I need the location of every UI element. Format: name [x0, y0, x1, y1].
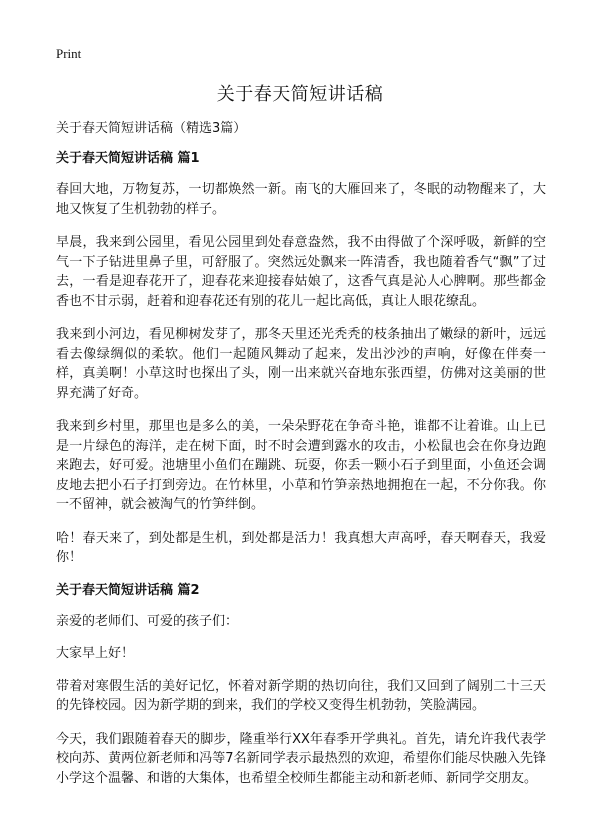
- paragraph: 亲爱的老师们、可爱的孩子们：: [56, 613, 239, 629]
- paragraph: 大家早上好！: [56, 646, 135, 661]
- article-body: [56, 120, 546, 802]
- article-subtitle: 关于春天简短讲话稿（精选3篇）: [56, 121, 247, 136]
- section-heading-2: 关于春天简短讲话稿 篇2: [56, 582, 200, 598]
- paragraph: 春回大地，万物复苏，一切都焕然一新。南飞的大雁回来了，冬眠的动物醒来了，大地又恢复了生机勃勃的样子。: [56, 182, 546, 217]
- print-link[interactable]: Print: [56, 46, 82, 61]
- paragraph: 今天，我们跟随着春天的脚步，隆重举行XX年春季开学典礼。首先，请允许我代表学校向苏、黄两位新老师和冯等7名新同学表示最热烈的欢迎，希望你们能尽快融入先锋小学这个温馨、和谐的大集体，也希望全校师生都能主动和新老师、新同学交朋友。: [56, 731, 546, 786]
- paragraph: 我来到乡村里，那里也是多么的美，一朵朵野花在争奇斗艳，谁都不让着谁。山上已是一片绿色的海洋，走在树下面，时不时会遭到露水的攻击，小松鼠也会在你身边跑来跑去，好可爱。池塘里小鱼们在蹦跳、玩耍，你丢一颗小石子到里面，小鱼还会调皮地去把小石子打到旁边。在竹林里，小草和竹笋亲热地拥抱在一起，不分你我。你一不留神，就会被淘气的竹笋绊倒。: [56, 419, 546, 512]
- page-title: 关于春天简短讲话稿: [216, 84, 384, 105]
- paragraph: 带着对寒假生活的美好记忆，怀着对新学期的热切向往，我们又回到了阔别二十三天的先锋校园。因为新学期的到来，我们的学校又变得生机勃勃，笑脸满园。: [56, 678, 546, 713]
- paragraph: 我来到小河边，看见柳树发芽了，那冬天里还光秃秃的枝条抽出了嫩绿的新叶，远远看去像绿绸似的柔软。他们一起随风舞动了起来，发出沙沙的声响，好像在伴奏一样，真美啊！小草这时也探出了头，刚一出来就兴奋地东张西望，仿佛对这美丽的世界充满了好奇。: [56, 327, 546, 401]
- paragraph: 哈！春天来了，到处都是生机，到处都是活力！我真想大声高呼，春天啊春天，我爱你！: [56, 530, 546, 565]
- section-heading-1: 关于春天简短讲话稿 篇1: [56, 151, 200, 166]
- paragraph: 早晨，我来到公园里，看见公园里到处春意盎然，我不由得做了个深呼吸，新鲜的空气一下子钻进里鼻子里，可舒服了。突然远处飘来一阵清香，我也随着香气“飘”了过去，一看是迎春花开了，迎春花来迎接春姑娘了，这香气真是沁人心脾啊。那些都金香也不甘示弱，赶着和迎春花还有别的花儿一起比高低，真让人眼花缭乱。: [56, 235, 546, 309]
